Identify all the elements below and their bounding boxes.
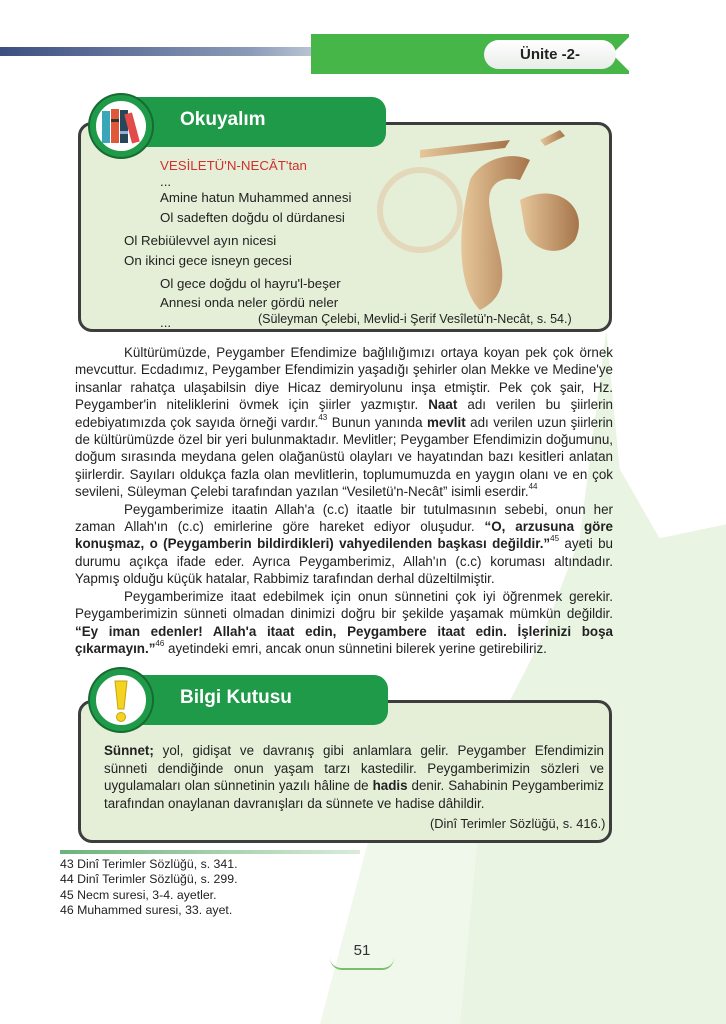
footnote-ref: 44 <box>528 482 538 492</box>
text: denir. Sahabinin Peygamberimiz tarafından onaylanan davranışları da sünnete ve hadise dâhildir. <box>104 778 604 811</box>
poem-line: ... <box>160 174 172 190</box>
calligraphy-image <box>360 120 600 320</box>
poem-line: Amine hatun Muhammed annesi <box>160 190 352 206</box>
exclamation-icon <box>90 669 152 731</box>
footnote-ref: 46 <box>155 638 165 648</box>
poem-citation: (Süleyman Çelebi, Mevlid-i Şerif Vesîletü'n-Necât, s. 54.) <box>258 312 572 326</box>
info-citation: (Dinî Terimler Sözlüğü, s. 416.) <box>430 816 606 831</box>
bold-text: “O, arzusuna göre konuşmaz, o (Peygamberin bildirdikleri) vahyedilenden başkası değildir.” <box>75 519 613 552</box>
footnote: 44 Dinî Terimler Sözlüğü, s. 299. <box>60 872 238 887</box>
poem-line: Ol gece doğdu ol hayru'l-beşer <box>160 276 341 292</box>
footnote-divider <box>60 850 360 854</box>
text: yol, gidişat ve davranış gibi anlamlara gelir. Peygamber Efendimizin sünneti dendiğinde onun yaşam tarzı kastedilir. Peygamberimizin sözleri ve uygulamaları olan sünnetinin yazılı hâline de <box>104 743 604 794</box>
poem-line: Ol Rebiülevvel ayın nicesi <box>124 233 277 249</box>
poem-line: Ol sadeften doğdu ol dürdanesi <box>160 209 345 225</box>
poem-title: VESİLETÜ'N-NECÂT'tan <box>160 158 307 173</box>
text: Peygamberimize itaatin Allah'a (c.c) itaatle bir tutulmasının sebebi, onun her zaman Allah'ın (c.c) emirlerine göre hareket ediyor oluşudur. <box>75 501 613 535</box>
footnotes <box>60 857 237 919</box>
text: Kültürümüzde, Peygamber Efendimize bağlılığımızı ortaya koyan pek çok örnek mevcuttur. Ecdadımız, Peygamber Efendimizin yaşadığı şehirler olan Mekke ve Medine'ye insanlar rahatça ulaşabilsin diye Hicaz demiryolunu inşa etmiştir. Pek çok şair, Hz. Peygamber'in niteliklerini övmek için şiirler yazmıştır. <box>75 345 613 413</box>
poem-line: Annesi onda neler gördü neler <box>160 295 339 311</box>
footnote-ref: 45 <box>550 534 560 544</box>
body-text <box>75 344 613 657</box>
bold-text: hadis <box>372 778 408 794</box>
poem-line: ... <box>160 314 172 330</box>
reading-box-title: Okuyalım <box>118 97 386 147</box>
paragraph <box>75 501 613 588</box>
bold-text: Sünnet; <box>104 743 154 758</box>
unit-label: Ünite -2- <box>484 40 616 69</box>
footnote-ref: 43 <box>318 412 328 422</box>
paragraph <box>75 344 613 501</box>
footnote: 43 Dinî Terimler Sözlüğü, s. 341. <box>60 857 238 871</box>
header-bar <box>0 47 312 56</box>
poem-line: On ikinci gece isneyn gecesi <box>124 252 292 268</box>
footnote: 45 Necm suresi, 3-4. ayetler. <box>60 887 217 902</box>
info-text <box>104 742 604 812</box>
text: Bunun yanında <box>327 414 427 430</box>
bold-text: mevlit <box>426 414 466 430</box>
bold-text: “Ey iman edenler! Allah'a itaat edin, Peygambere itaat edin. İşlerinizi boşa çıkarmayın.” <box>75 623 613 656</box>
page-number-ornament <box>330 958 394 970</box>
text: adı verilen uzun şiirlerin de kültürümüzde özel bir yeri bulunmaktadır. Mevlitler; Peygamber Efendimizin doğumunu, doğum sırasında meydana gelen olağanüstü olayları ve hayatından bazı kesitleri anlatan şiirlerdir. Sayıları oldukça fazla olan mevlitlerin, toplumumuzda en yaygın olanı ve en çok sevileni, Süleyman Çelebi tarafından yazılan “Vesiletü'n-Necât” isimli eserdir. <box>75 414 613 500</box>
text: Peygamberimize itaat edebilmek için onun sünnetini çok iyi öğrenmek gerekir. Peygamberimizin sünneti olmadan dinimizi doğru bir şekilde yaşamak mümkün değildir. <box>75 588 613 622</box>
bold-text: Naat <box>428 397 458 413</box>
page-number: 51 <box>353 942 371 959</box>
poem <box>124 156 351 332</box>
footnote: 46 Muhammed suresi, 33. ayet. <box>60 903 233 918</box>
text: ayeti bu durumu açıkça ifade eder. Ayrıca Peygamberimiz, Allah'ın (c.c) koruması altındadır. Yapmış olduğu küçük hatalar, Rabbimiz tarafından derhal düzeltilmiştir. <box>75 536 613 587</box>
info-box-title: Bilgi Kutusu <box>118 675 388 725</box>
paragraph <box>75 588 613 658</box>
text: adı verilen bu şiirlerin edebiyatımızda çok sayıda örneği vardır. <box>75 397 613 430</box>
text: ayetindeki emri, ancak onun sünnetini bilerek yerine getirebiliriz. <box>164 640 547 656</box>
books-icon <box>90 95 152 157</box>
